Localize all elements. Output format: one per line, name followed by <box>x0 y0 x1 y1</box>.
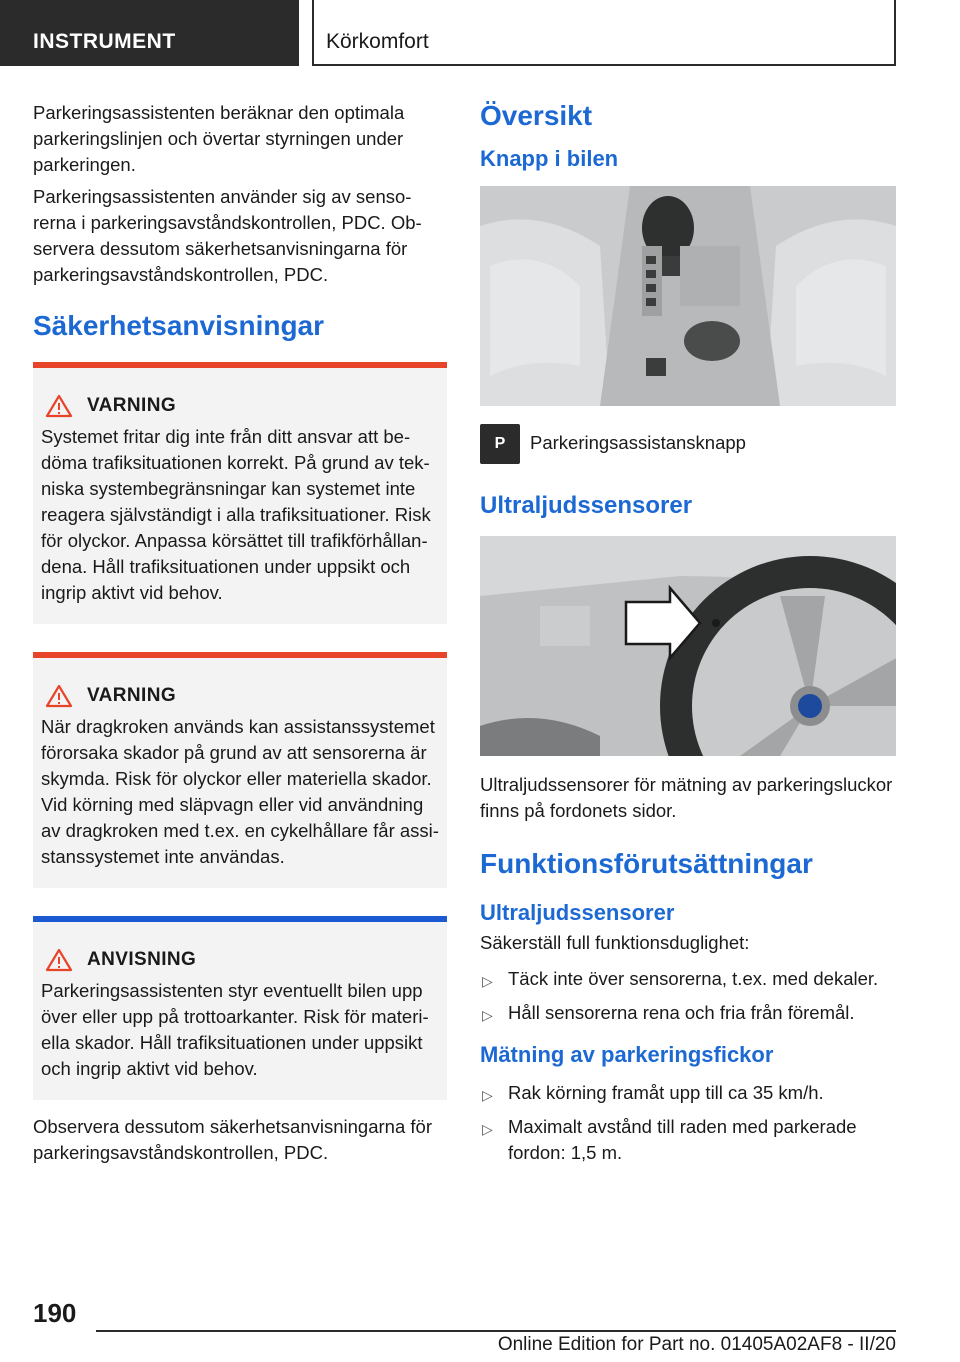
page-number: 190 <box>33 1298 77 1328</box>
intro-paragraph-1: Parkeringsassistenten beräknar den optimala parkeringslinjen och övertar styrningen under parkeringen. <box>33 102 405 175</box>
warning-triangle-icon <box>45 684 73 708</box>
warning-box-1 <box>33 362 447 624</box>
bullet-triangle-icon: ▷ <box>482 1087 493 1103</box>
notice-text: Parkeringsassistenten styr eventuellt bilen upp över eller upp på trottoarkanter. Risk för materiella skador. Håll trafiksituationen under uppsikt och ingrip aktivt vid behov. <box>41 980 429 1079</box>
footer-divider <box>96 1330 896 1332</box>
sensors-heading: Ultraljudssensorer <box>480 492 693 519</box>
warning-triangle-icon <box>45 394 73 418</box>
right-column <box>480 100 896 1182</box>
warning-box-2 <box>33 652 447 888</box>
req-sensors-list <box>480 966 896 1026</box>
side-sensor-image <box>480 536 896 756</box>
req-sensors-intro: Säkerställ full funktionsduglighet: <box>480 932 750 953</box>
bullet-triangle-icon: ▷ <box>482 1121 493 1137</box>
warning-triangle-icon <box>45 948 73 972</box>
edition-note: Online Edition for Part no. 01405A02AF8 - II/20 <box>497 1334 896 1355</box>
notice-box <box>33 916 447 1100</box>
center-console-image <box>480 186 896 406</box>
overview-heading: Översikt <box>480 100 593 131</box>
measure-list <box>480 1080 896 1166</box>
closing-paragraph: Observera dessutom säkerhetsanvisningarna för parkeringsavståndskontrollen, PDC. <box>33 1116 432 1163</box>
bullet-triangle-icon: ▷ <box>482 973 493 989</box>
list-item: ▷ Håll sensorerna rena och fria från föremål. <box>480 1000 896 1026</box>
parking-assistant-button-icon: P <box>480 424 520 464</box>
list-item: ▷ Rak körning framåt upp till ca 35 km/h. <box>480 1080 896 1106</box>
warning-text: Systemet fritar dig inte från ditt ansvar att bedöma trafiksituationen korrekt. På grund av tekniska systembegränsningar kan systemet inte reagera självständigt i alla trafiksituationer. Risk för olyckor. Anpassa körsättet till trafikförhållandena. Håll trafiksituationen under uppsikt och ingrip aktivt vid behov. <box>41 426 431 603</box>
requirements-heading: Funktionsförutsättningar <box>480 848 813 879</box>
left-column <box>33 100 447 1172</box>
chapter-tab: Körkomfort <box>312 0 896 66</box>
req-sensors-heading: Ultraljudssensorer <box>480 900 675 925</box>
intro-paragraph-2: Parkeringsassistenten använder sig av sensorerna i parkeringsavståndskontrollen, PDC. Observera dessutom säkerhetsanvisningarna för parkeringsavståndskontrollen, PDC. <box>33 186 422 285</box>
warning-title: VARNING <box>87 685 177 706</box>
bullet-triangle-icon: ▷ <box>482 1007 493 1023</box>
button-caption-row <box>480 424 896 464</box>
button-caption: Parkeringsassistansknapp <box>530 432 746 453</box>
list-item: ▷ Maximalt avstånd till raden med parkerade fordon: 1,5 m. <box>482 1116 857 1163</box>
button-heading: Knapp i bilen <box>480 146 619 171</box>
sensors-caption: Ultraljudssensorer för mätning av parkeringsluckor finns på fordonets sidor. <box>480 774 893 821</box>
warning-text: När dragkroken används kan assistanssystemet förorsaka skador på grund av att sensorerna är skymda. Risk för olyckor eller materiella skador. Vid körning med släpvagn eller vid användning av dragkroken med t.ex. en cykelhållare får assistanssystemet inte användas. <box>41 716 439 867</box>
page-header <box>0 0 960 66</box>
warning-title: VARNING <box>87 395 177 416</box>
list-item: ▷ Täck inte över sensorerna, t.ex. med dekaler. <box>480 966 896 992</box>
notice-title: ANVISNING <box>87 949 197 970</box>
measure-heading: Mätning av parkeringsfickor <box>480 1042 774 1067</box>
section-tab: INSTRUMENT <box>0 0 299 66</box>
safety-heading: Säkerhetsanvisningar <box>33 310 325 341</box>
